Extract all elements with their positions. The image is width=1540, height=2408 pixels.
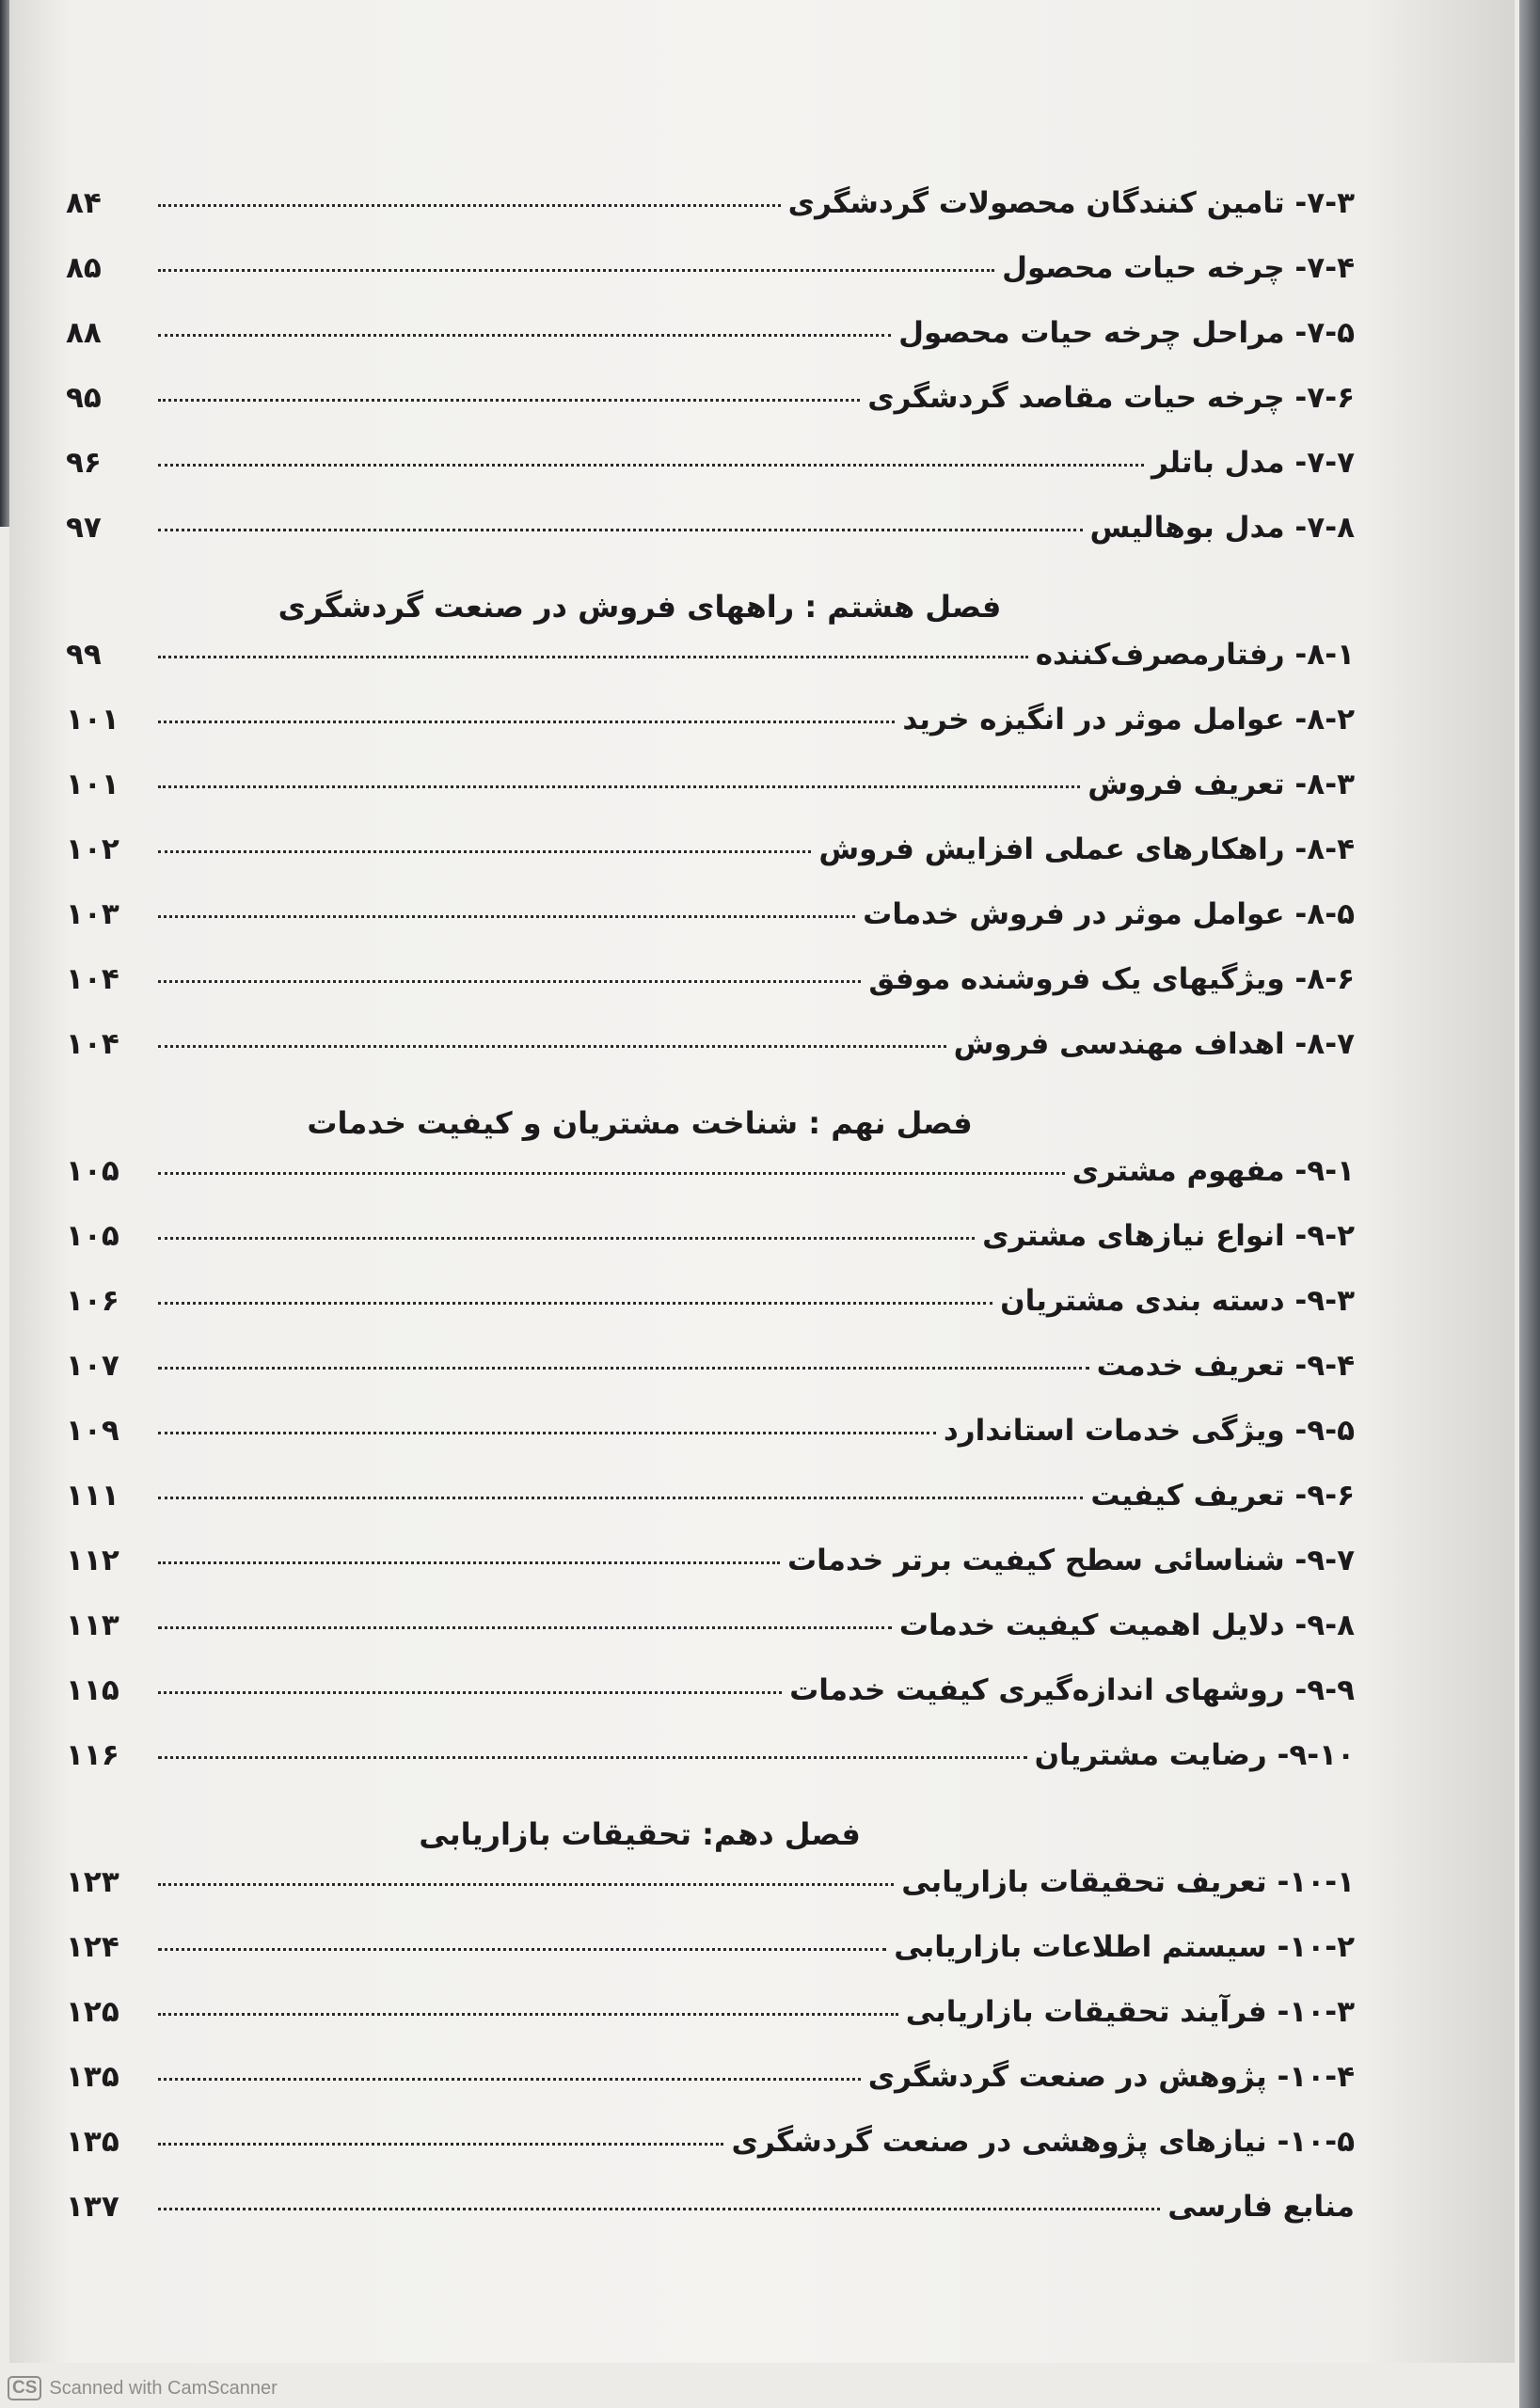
- dot-leader: [158, 1045, 946, 1048]
- toc-page-number: ۸۴: [66, 186, 102, 220]
- dot-leader: [158, 915, 855, 918]
- watermark-text: Scanned with CamScanner: [49, 2377, 278, 2399]
- dot-leader: [158, 1626, 892, 1629]
- toc-entry-label: ۹-۵- ویژگی خدمات استاندارد: [943, 1414, 1355, 1448]
- toc-entry-label: ۹-۸- دلایل اهمیت کیفیت خدمات: [898, 1608, 1355, 1642]
- toc-entry: [66, 511, 1355, 576]
- toc-entry: [66, 1349, 1355, 1414]
- dot-leader: [158, 1756, 1027, 1759]
- dot-leader: [158, 2208, 1160, 2210]
- toc-entry: [66, 1284, 1355, 1349]
- dot-leader: [158, 1302, 992, 1305]
- dot-leader: [158, 399, 860, 402]
- dot-leader: [158, 1691, 782, 1694]
- toc-entry: [66, 832, 1355, 897]
- dot-leader: [158, 785, 1080, 788]
- toc-entry-label: ۹-۶- تعریف کیفیت: [1090, 1479, 1355, 1513]
- chapter-heading: فصل دهم: تحقیقات بازاریابی: [419, 1816, 861, 1852]
- toc-page-number: ۱۰۵: [66, 1154, 119, 1188]
- dot-leader: [158, 2013, 898, 2016]
- toc-entry-label: ۱۰-۲- سیستم اطلاعات بازاریابی: [894, 1930, 1355, 1964]
- toc-page-number: ۹۵: [66, 381, 102, 415]
- toc-entry-label: ۱۰-۱- تعریف تحقیقات بازاریابی: [901, 1865, 1355, 1899]
- scanner-watermark: [8, 2376, 278, 2400]
- dot-leader: [158, 334, 891, 337]
- toc-page-number: ۱۰۳: [66, 897, 119, 931]
- toc-entry: [66, 1219, 1355, 1284]
- toc-entry: [66, 1995, 1355, 2060]
- toc-entry-label: ۷-۷- مدل باتلر: [1151, 446, 1355, 480]
- dot-leader: [158, 1367, 1089, 1370]
- toc-page-number: ۱۰۲: [66, 832, 119, 866]
- toc-entry: [66, 186, 1355, 251]
- dot-leader: [158, 529, 1083, 531]
- toc-entry: [66, 1930, 1355, 1995]
- toc-page-number: ۱۰۵: [66, 1219, 119, 1253]
- toc-entry: [66, 1479, 1355, 1544]
- scan-shadow-right: [1519, 0, 1540, 2408]
- dot-leader: [158, 850, 811, 853]
- toc-page-number: ۱۰۴: [66, 962, 119, 996]
- dot-leader: [158, 656, 1028, 658]
- toc-entry: [66, 1738, 1355, 1803]
- toc-entry-label: ۹-۲- انواع نیازهای مشتری: [982, 1219, 1355, 1253]
- toc-page-number: ۱۰۱: [66, 703, 119, 737]
- toc-entry-label: منابع فارسی: [1167, 2190, 1355, 2224]
- toc-page-number: ۱۳۵: [66, 2125, 119, 2159]
- toc-entry-label: ۱۰-۵- نیازهای پژوهشی در صنعت گردشگری: [731, 2125, 1355, 2159]
- toc-entry-label: ۷-۶- چرخه حیات مقاصد گردشگری: [867, 381, 1355, 415]
- toc-entry: [66, 2125, 1355, 2190]
- toc-entry-label: ۸-۶- ویژگیهای یک فروشنده موفق: [868, 962, 1355, 996]
- toc-page-number: ۱۲۴: [66, 1930, 119, 1964]
- toc-entry: [66, 638, 1355, 703]
- toc-entry-label: ۷-۸- مدل بوهالیس: [1089, 511, 1355, 545]
- toc-page-number: ۱۰۴: [66, 1027, 119, 1061]
- toc-entry-label: ۹-۹- روشهای اندازه‌گیری کیفیت خدمات: [789, 1673, 1355, 1707]
- toc-page-number: ۹۷: [66, 511, 102, 545]
- toc-entry-label: ۹-۱- مفهوم مشتری: [1072, 1154, 1355, 1188]
- toc-entry-label: ۱۰-۴- پژوهش در صنعت گردشگری: [867, 2060, 1355, 2094]
- chapter-heading: فصل هشتم : راههای فروش در صنعت گردشگری: [278, 589, 1002, 625]
- toc-page-number: ۱۰۶: [66, 1284, 119, 1318]
- toc-page-number: ۸۸: [66, 316, 102, 350]
- camscanner-logo-icon: CS: [8, 2376, 41, 2400]
- toc-page-number: ۹۹: [66, 638, 102, 672]
- toc-page-number: ۱۱۳: [66, 1608, 119, 1642]
- toc-entry-label: ۷-۵- مراحل چرخه حیات محصول: [898, 316, 1355, 350]
- toc-entry-label: ۸-۴- راهکارهای عملی افزایش فروش: [818, 832, 1355, 866]
- scan-shadow-left: [0, 0, 9, 527]
- toc-entry-label: ۸-۳- تعریف فروش: [1088, 768, 1355, 801]
- toc-page-number: ۱۰۹: [66, 1414, 119, 1448]
- dot-leader: [158, 980, 861, 983]
- toc-page-number: ۸۵: [66, 251, 102, 285]
- dot-leader: [158, 269, 994, 272]
- toc-page-number: ۱۰۱: [66, 768, 119, 801]
- toc-page-number: ۱۳۷: [66, 2190, 119, 2224]
- toc-entry: [66, 251, 1355, 316]
- chapter-heading: فصل نهم : شناخت مشتریان و کیفیت خدمات: [307, 1105, 973, 1141]
- toc-entry-label: ۸-۱- رفتارمصرف‌کننده: [1035, 638, 1355, 672]
- toc-page-number: ۱۲۵: [66, 1995, 119, 2029]
- dot-leader: [158, 1497, 1083, 1499]
- toc-entry-label: ۸-۷- اهداف مهندسی فروش: [953, 1027, 1355, 1061]
- toc-entry: [66, 381, 1355, 446]
- toc-entry: [66, 897, 1355, 962]
- toc-entry-label: ۷-۴- چرخه حیات محصول: [1002, 251, 1355, 285]
- toc-entry-label: ۱۰-۳- فرآیند تحقیقات بازاریابی: [905, 1995, 1355, 2029]
- dot-leader: [158, 721, 895, 723]
- toc-entry: [66, 962, 1355, 1027]
- dot-leader: [158, 1948, 886, 1951]
- toc-entry-label: ۹-۴- تعریف خدمت: [1096, 1349, 1355, 1383]
- toc-page-number: ۹۶: [66, 446, 102, 480]
- toc-entry: [66, 1673, 1355, 1738]
- dot-leader: [158, 2078, 861, 2081]
- table-of-contents: [66, 186, 1355, 2255]
- toc-page-number: ۱۱۵: [66, 1673, 119, 1707]
- dot-leader: [158, 1432, 936, 1434]
- dot-leader: [158, 1172, 1065, 1175]
- toc-entry: [66, 768, 1355, 832]
- toc-entry: [66, 2060, 1355, 2125]
- dot-leader: [158, 464, 1144, 467]
- toc-entry-label: ۸-۵- عوامل موثر در فروش خدمات: [863, 897, 1355, 931]
- dot-leader: [158, 1237, 975, 1240]
- toc-page-number: ۱۰۷: [66, 1349, 119, 1383]
- toc-entry-label: ۹-۱۰- رضایت مشتریان: [1034, 1738, 1355, 1772]
- dot-leader: [158, 1883, 894, 1886]
- toc-page-number: ۱۳۵: [66, 2060, 119, 2094]
- toc-entry: [66, 1154, 1355, 1219]
- toc-page-number: ۱۱۱: [66, 1479, 119, 1513]
- toc-entry: [66, 316, 1355, 381]
- toc-entry: [66, 1414, 1355, 1479]
- dot-leader: [158, 204, 781, 207]
- toc-entry: [66, 1865, 1355, 1930]
- toc-entry: [66, 1544, 1355, 1608]
- toc-entry: [66, 2190, 1355, 2255]
- toc-page-number: ۱۱۶: [66, 1738, 119, 1772]
- toc-entry-label: ۹-۳- دسته بندی مشتریان: [1000, 1284, 1355, 1318]
- toc-entry-label: ۹-۷- شناسائی سطح کیفیت برتر خدمات: [786, 1544, 1355, 1577]
- toc-entry-label: ۷-۳- تامین کنندگان محصولات گردشگری: [787, 186, 1355, 220]
- toc-entry: [66, 703, 1355, 768]
- toc-entry: [66, 1027, 1355, 1092]
- dot-leader: [158, 2143, 723, 2146]
- dot-leader: [158, 1561, 780, 1564]
- toc-page-number: ۱۱۲: [66, 1544, 119, 1577]
- toc-entry: [66, 446, 1355, 511]
- toc-entry-label: ۸-۲- عوامل موثر در انگیزه خرید: [902, 703, 1355, 737]
- toc-page-number: ۱۲۳: [66, 1865, 119, 1899]
- toc-entry: [66, 1608, 1355, 1673]
